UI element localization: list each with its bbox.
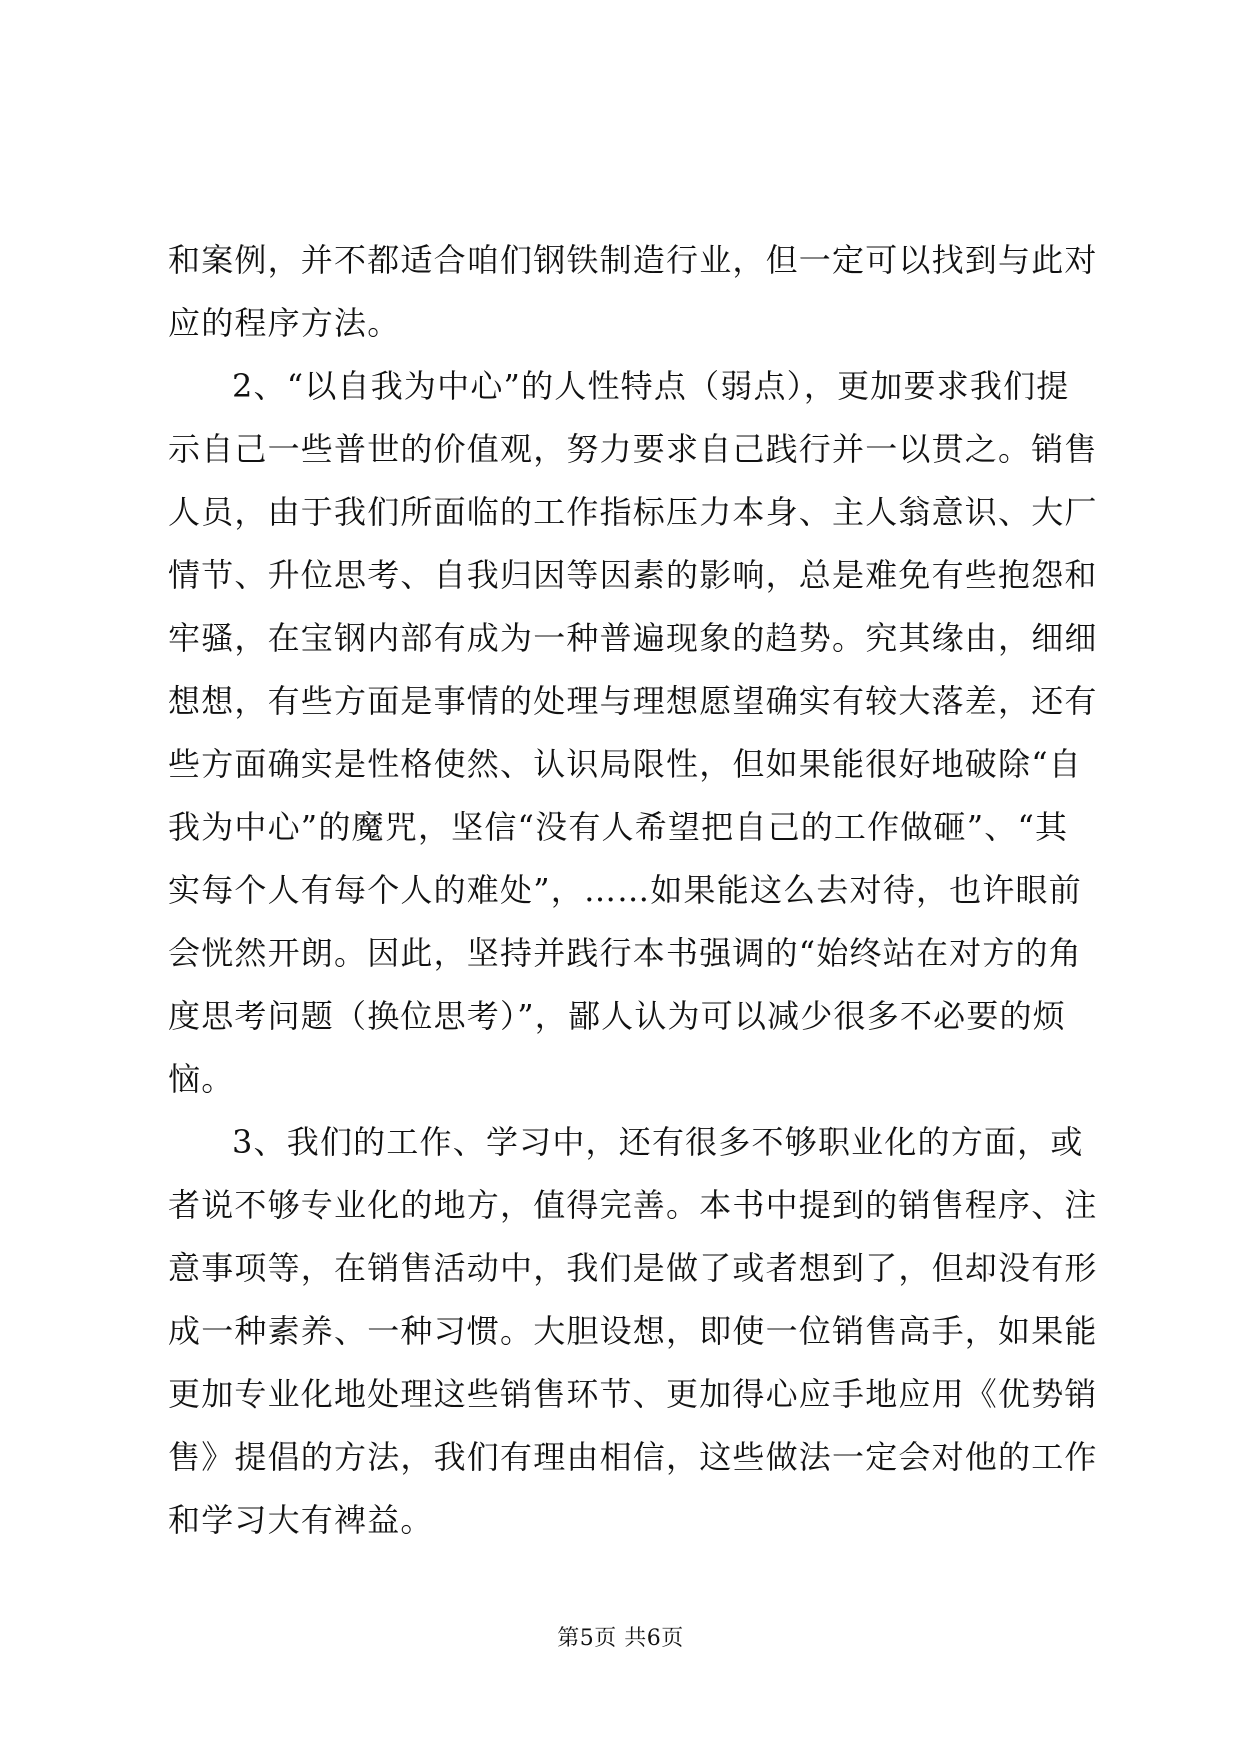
text-line: 实每个人有每个人的难处”，……如果能这么去对待，也许眼前 xyxy=(168,871,1082,909)
text-line: 和案例，并不都适合咱们钢铁制造行业，但一定可以找到与此对 xyxy=(168,241,1098,279)
text-line: 示自己一些普世的价值观，努力要求自己践行并一以贯之。销售 xyxy=(168,430,1098,468)
text-line: 些方面确实是性格使然、认识局限性，但如果能很好地破除“自 xyxy=(168,745,1082,783)
text-line: 者说不够专业化的地方，值得完善。本书中提到的销售程序、注 xyxy=(168,1186,1098,1224)
text-line: 牢骚，在宝钢内部有成为一种普遍现象的趋势。究其缘由，细细 xyxy=(168,619,1098,657)
page-number-footer: 第5页 共6页 xyxy=(557,1626,684,1651)
text-line: 人员，由于我们所面临的工作指标压力本身、主人翁意识、大厂 xyxy=(168,493,1098,531)
text-line: 我为中心”的魔咒，坚信“没有人希望把自己的工作做砸”、“其 xyxy=(168,808,1069,846)
text-line: 恼。 xyxy=(168,1060,235,1098)
text-line: 应的程序方法。 xyxy=(168,304,401,342)
text-line: 想想，有些方面是事情的处理与理想愿望确实有较大落差，还有 xyxy=(168,682,1098,720)
text-line: 成一种素养、一种习惯。大胆设想，即使一位销售高手，如果能 xyxy=(168,1312,1098,1350)
text-line: 会恍然开朗。因此，坚持并践行本书强调的“始终站在对方的角 xyxy=(168,934,1082,972)
text-line: 情节、升位思考、自我归因等因素的影响，总是难免有些抱怨和 xyxy=(168,556,1098,594)
body-text xyxy=(168,229,1098,1552)
text-line: 意事项等，在销售活动中，我们是做了或者想到了，但却没有形 xyxy=(168,1249,1098,1287)
paragraph-2-first-line: 2、“以自我为中心”的人性特点（弱点），更加要求我们提 xyxy=(232,367,1070,405)
text-line: 更加专业化地处理这些销售环节、更加得心应手地应用《优势销 xyxy=(168,1375,1098,1413)
text-line: 度思考问题（换位思考）”，鄙人认为可以减少很多不必要的烦 xyxy=(168,997,1066,1035)
text-line: 和学习大有裨益。 xyxy=(168,1501,434,1539)
paragraph-3-first-line: 3、我们的工作、学习中，还有很多不够职业化的方面，或 xyxy=(232,1123,1084,1161)
text-line: 售》提倡的方法，我们有理由相信，这些做法一定会对他的工作 xyxy=(168,1438,1098,1476)
